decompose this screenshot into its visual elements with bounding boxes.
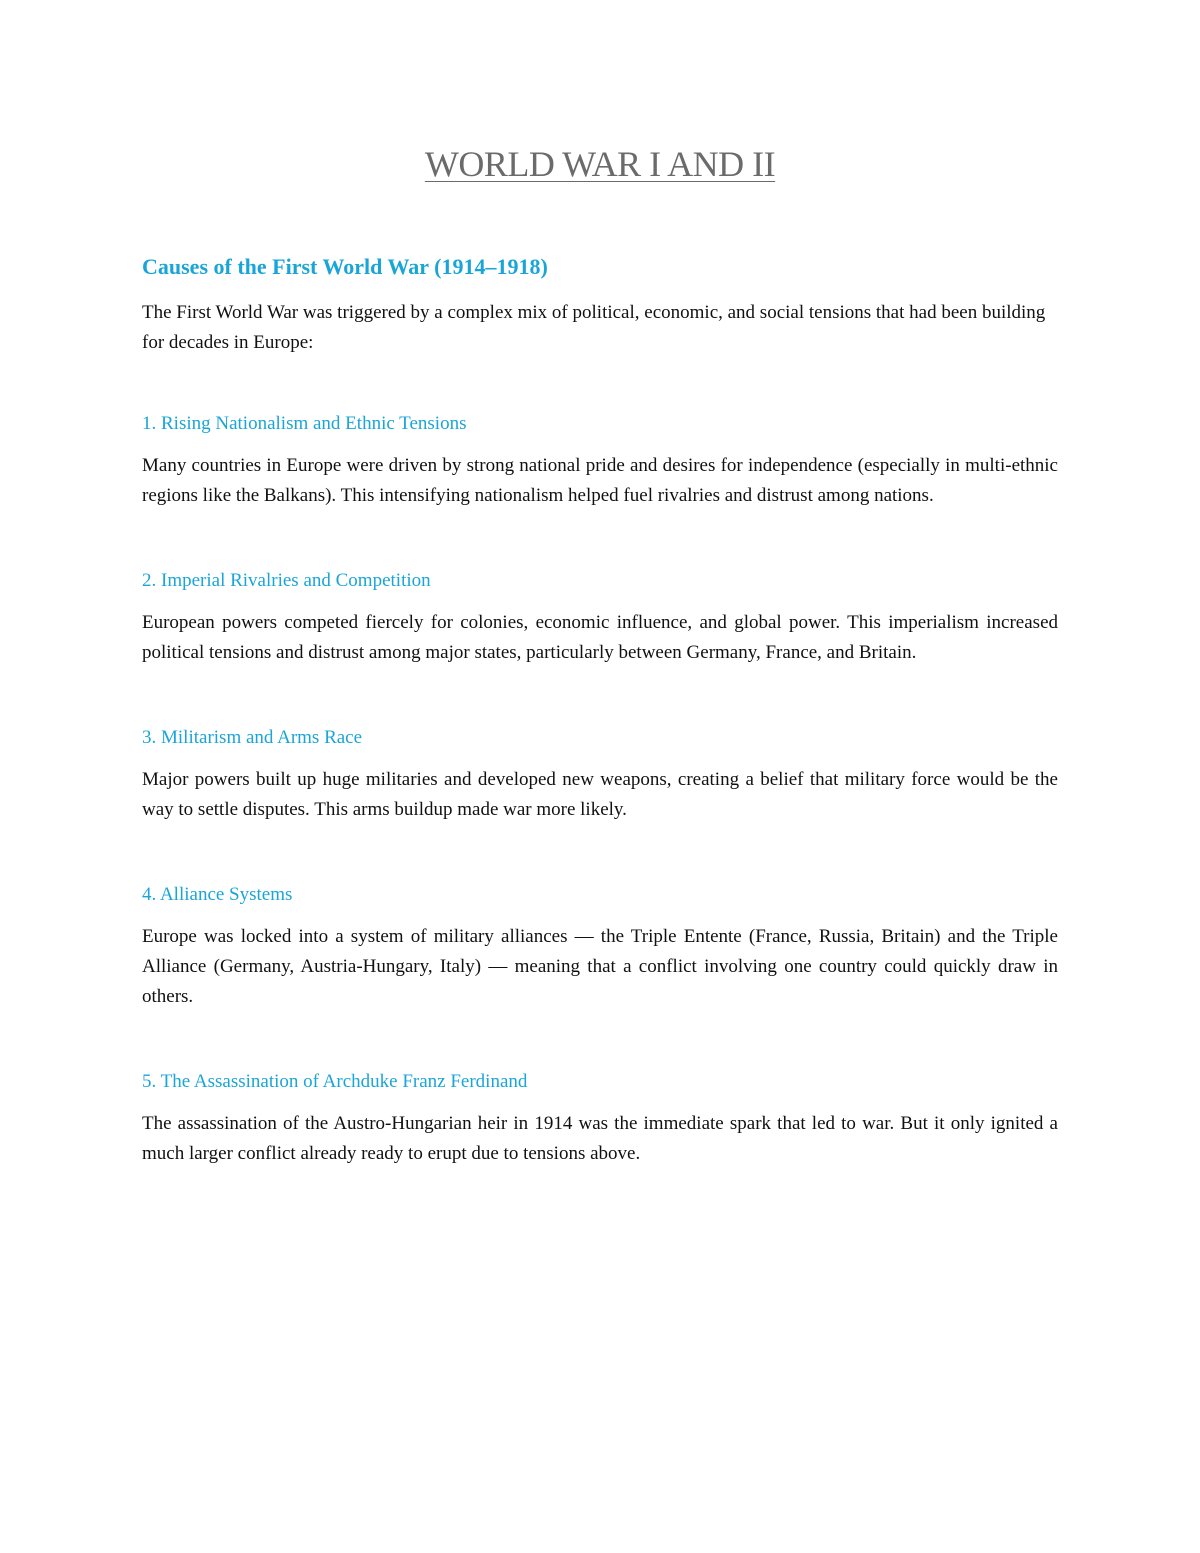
cause-body: European powers competed fiercely for colonies, economic influence, and global power. This imperialism increased political tensions and distrust among major states, particularly between Germany, France, and Britain. xyxy=(142,612,1058,663)
cause-item-4 xyxy=(142,880,1058,1012)
cause-item-3 xyxy=(142,723,1058,825)
cause-heading: 3. Militarism and Arms Race xyxy=(142,727,363,748)
cause-body: Major powers built up huge militaries and developed new weapons, creating a belief that military force would be the way to settle disputes. This arms buildup made war more likely. xyxy=(142,769,1058,820)
cause-item-2 xyxy=(142,566,1058,668)
section-heading: Causes of the First World War (1914–1918) xyxy=(142,254,548,279)
cause-body: Many countries in Europe were driven by strong national pride and desires for independence (especially in multi-ethnic regions like the Balkans). This intensifying nationalism helped fuel rivalries and distrust among nations. xyxy=(142,455,1058,506)
cause-heading: 5. The Assassination of Archduke Franz Ferdinand xyxy=(142,1071,528,1092)
document-content xyxy=(142,252,1058,1224)
cause-heading: 1. Rising Nationalism and Ethnic Tensions xyxy=(142,413,467,434)
cause-heading: 4. Alliance Systems xyxy=(142,884,293,905)
cause-body: Europe was locked into a system of military alliances — the Triple Entente (France, Russia, Britain) and the Triple Alliance (Germany, Austria-Hungary, Italy) — meaning that a conflict involving one country could quickly draw in others. xyxy=(142,926,1058,1007)
cause-item-1 xyxy=(142,409,1058,511)
intro-paragraph: The First World War was triggered by a complex mix of political, economic, and social tensions that had been building for decades in Europe: xyxy=(142,302,1046,353)
cause-heading: 2. Imperial Rivalries and Competition xyxy=(142,570,431,591)
cause-body: The assassination of the Austro-Hungarian heir in 1914 was the immediate spark that led to war. But it only ignited a much larger conflict already ready to erupt due to tensions above. xyxy=(142,1113,1058,1164)
document-title: WORLD WAR I AND II xyxy=(424,144,776,184)
cause-item-5 xyxy=(142,1067,1058,1169)
